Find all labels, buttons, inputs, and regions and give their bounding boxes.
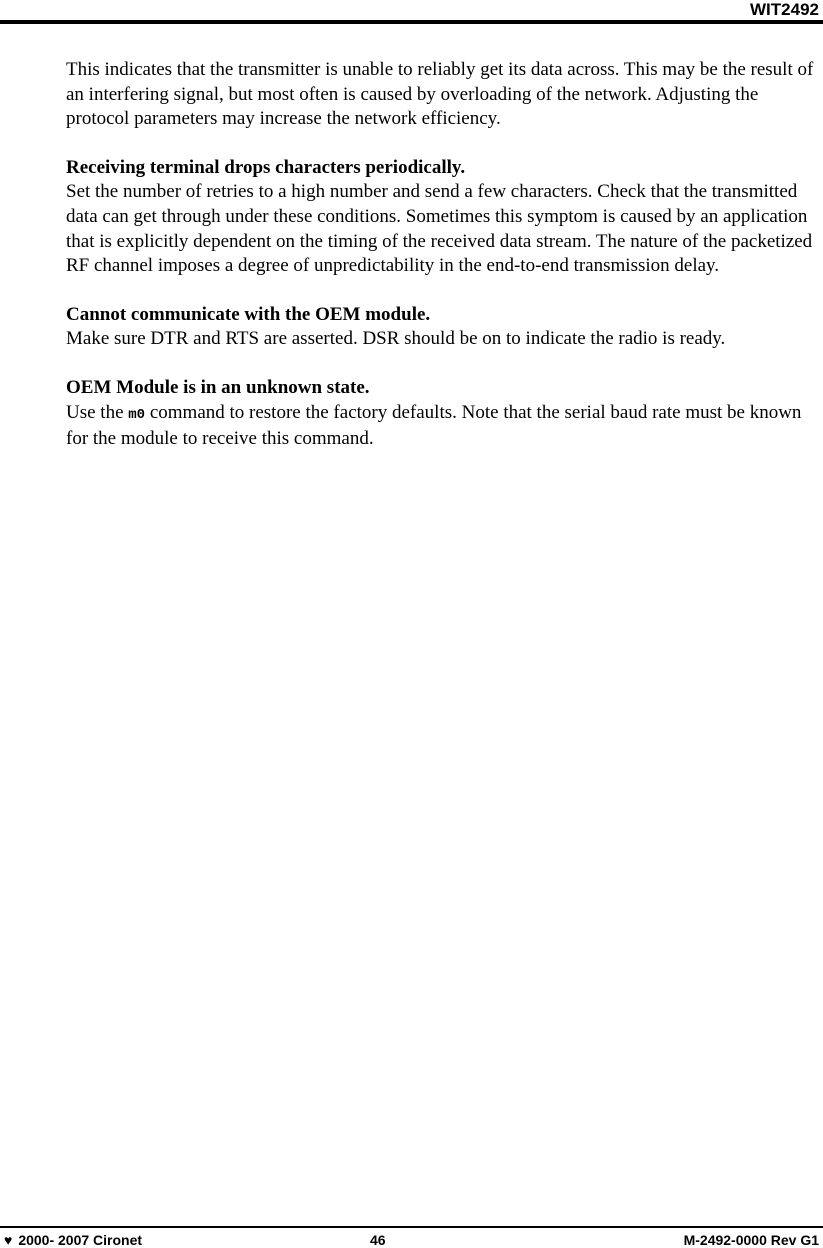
page-footer: [0, 1232, 823, 1248]
header-divider: [0, 20, 823, 24]
page-content: [66, 58, 818, 476]
command-code: m0: [128, 406, 146, 423]
document-id: M-2492-0000 Rev G1: [683, 1232, 819, 1248]
section-heading: OEM Module is in an unknown state.: [66, 376, 370, 398]
section-heading: Cannot communicate with the OEM module.: [66, 303, 431, 325]
section-heading: Receiving terminal drops characters periodically.: [66, 156, 466, 178]
document-title: WIT2492: [750, 0, 819, 19]
section-unknown-state: [66, 376, 818, 452]
heart-icon: ♥: [4, 1232, 13, 1248]
section-text: Make sure DTR and RTS are asserted. DSR should be on to indicate the radio is ready.: [66, 328, 726, 350]
section-text-before: Use the: [66, 401, 129, 423]
footer-divider: [0, 1226, 823, 1228]
section-text: Set the number of retries to a high number and send a few characters. Check that the transmitted data can get through under these conditions. Sometimes this symptom is caused by an application that is explicitly dependent on the timing of the received data stream. The nature of the packetized RF channel imposes a degree of unpredictability in the end-to-end transmission delay.: [66, 181, 813, 277]
footer-copyright: [4, 1232, 142, 1248]
section-text-after: command to restore the factory defaults. Note that the serial baud rate must be known for the module to receive this command.: [66, 401, 802, 450]
page-number: 46: [370, 1232, 386, 1248]
copyright-text: 2000- 2007 Cironet: [18, 1232, 143, 1248]
intro-paragraph: This indicates that the transmitter is unable to reliably get its data across. This may be the result of an interfering signal, but most often is caused by overloading of the network. Adjusting the protocol parameters may increase the network efficiency.: [66, 59, 814, 130]
section-receiving-drops: [66, 156, 818, 279]
section-cannot-communicate: [66, 303, 818, 352]
